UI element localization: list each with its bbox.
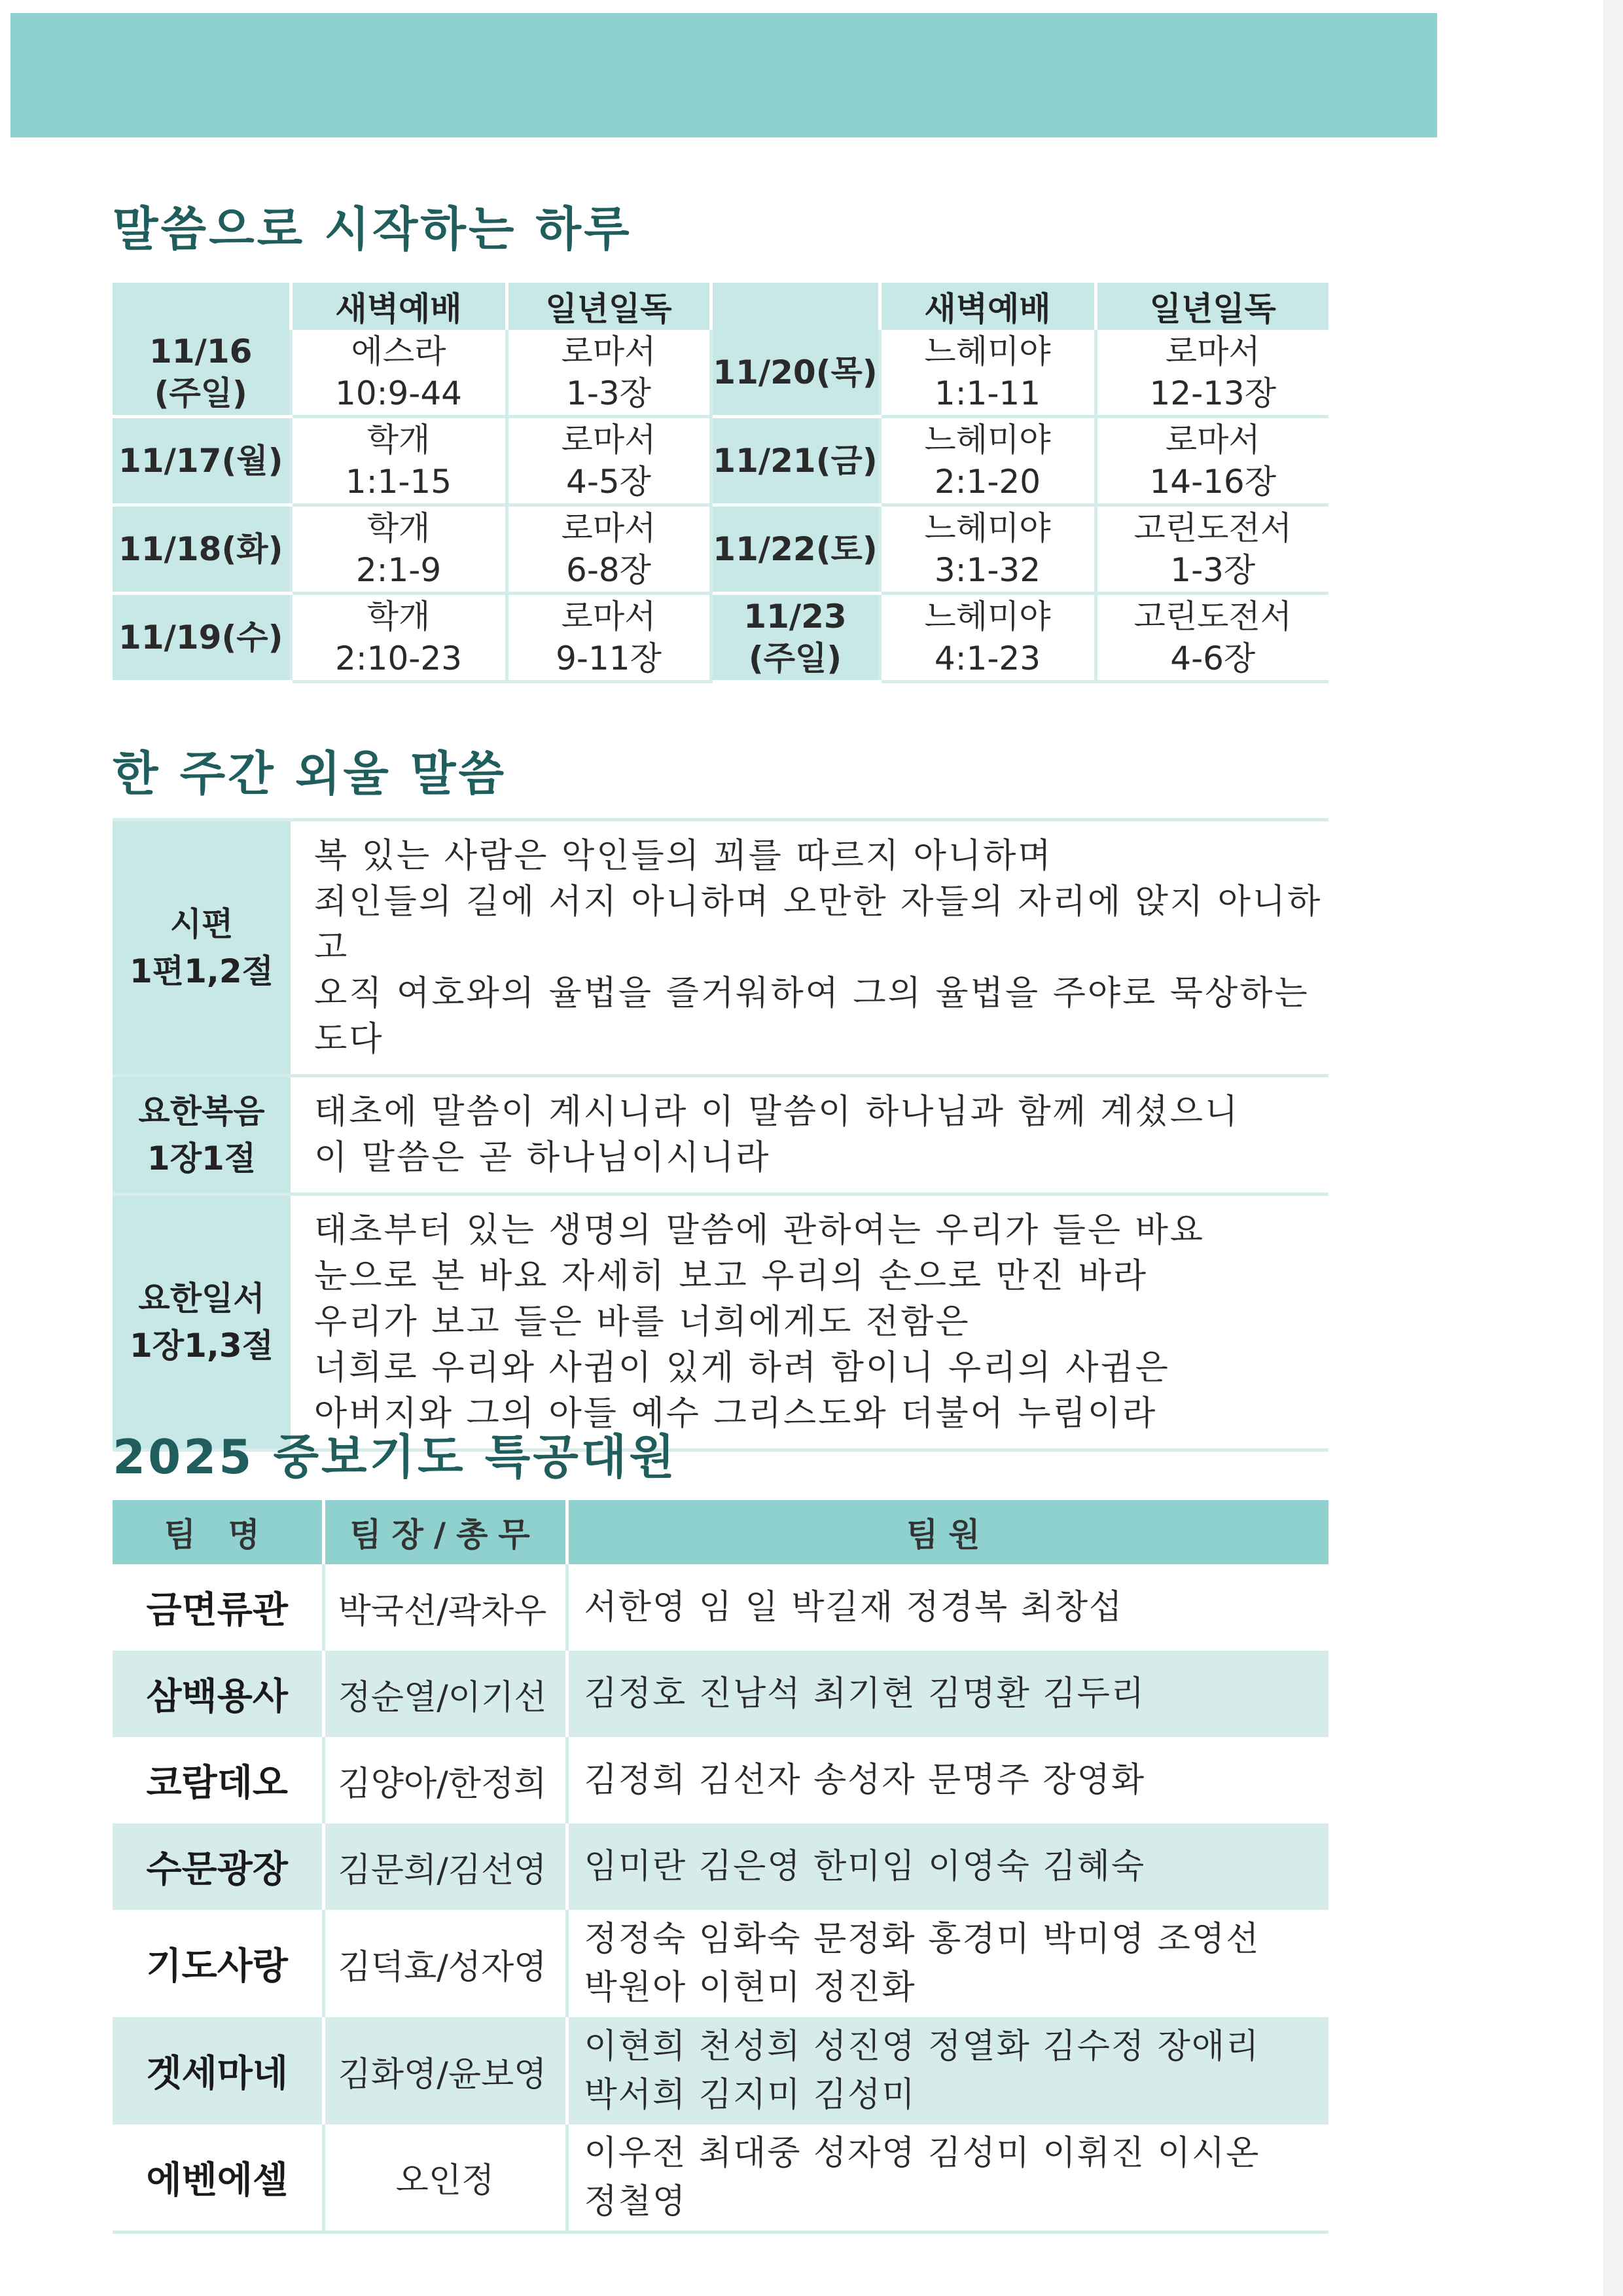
reading-header-row xyxy=(113,283,1329,330)
team-members: 서한영 임 일 박길재 정경복 최창섭 xyxy=(567,1564,1329,1651)
team-members: 정정숙 임화숙 문정화 홍경미 박미영 조영선 박원아 이현미 정진화 xyxy=(567,1910,1329,2017)
reading-dawn: 학개 2:1-9 xyxy=(291,505,507,594)
team-leader: 김양아/한정희 xyxy=(323,1737,567,1823)
reading-dawn: 느헤미야 4:1-23 xyxy=(880,594,1096,682)
verse-text: 태초에 말씀이 계시니라 이 말씀이 하나님과 함께 계셨으니 이 말씀은 곧 하나님이시니라 xyxy=(314,1092,1240,1177)
reading-section-title: 말씀으로 시작하는 하루 xyxy=(113,202,632,257)
team-members: 임미란 김은영 한미임 이영숙 김혜숙 xyxy=(567,1823,1329,1910)
reading-row xyxy=(113,594,1329,682)
reading-header-year: 일년일독 xyxy=(1096,283,1329,330)
team-leader: 박국선/곽차우 xyxy=(323,1564,567,1651)
team-header-name: 팀 명 xyxy=(113,1500,323,1564)
reading-dawn: 느헤미야 2:1-20 xyxy=(880,417,1096,505)
team-header-row xyxy=(113,1500,1329,1564)
team-members: 김정희 김선자 송성자 문명주 장영화 xyxy=(567,1737,1329,1823)
team-leader: 김화영/윤보영 xyxy=(323,2017,567,2125)
team-members: 이우전 최대중 성자영 김성미 이휘진 이시온 정철영 xyxy=(567,2125,1329,2232)
team-row xyxy=(113,2125,1329,2232)
reading-header-dawn: 새벽예배 xyxy=(880,283,1096,330)
team-row xyxy=(113,1737,1329,1823)
reading-year: 로마서 6-8장 xyxy=(507,505,711,594)
reading-header-blank xyxy=(711,283,880,330)
team-header-members: 팀원 xyxy=(567,1500,1329,1564)
reading-dawn: 느헤미야 1:1-11 xyxy=(880,330,1096,417)
team-leader: 김덕효/성자영 xyxy=(323,1910,567,2017)
reading-header-blank xyxy=(113,283,291,330)
reading-year: 고린도전서 1-3장 xyxy=(1096,505,1329,594)
header-band xyxy=(10,13,1437,137)
reading-date: 11/16 (주일) xyxy=(113,330,291,417)
reading-header-dawn: 새벽예배 xyxy=(291,283,507,330)
verse-reference: 시편 1편1,2절 xyxy=(113,821,291,1074)
reading-row xyxy=(113,417,1329,505)
verse-row xyxy=(113,1196,1329,1452)
verse-row xyxy=(113,821,1329,1077)
teams-section-title: 2025 중보기도 특공대원 xyxy=(113,1429,677,1484)
verse-text: 태초부터 있는 생명의 말씀에 관하여는 우리가 들은 바요 눈으로 본 바요 자세히 보고 우리의 손으로 만진 바라 우리가 보고 들은 바를 너희에게도 전함은 너희로 우리와 사귐이 있게 하려 함이니 우리의 사귐은 아버지와 그의 아들 예수 그리스도와 더불어 누림이라 xyxy=(314,1211,1205,1433)
reading-date: 11/23 (주일) xyxy=(711,594,880,682)
reading-date: 11/22(토) xyxy=(711,505,880,594)
reading-dawn: 에스라 10:9-44 xyxy=(291,330,507,417)
reading-dawn: 학개 1:1-15 xyxy=(291,417,507,505)
team-row xyxy=(113,2017,1329,2125)
reading-date: 11/18(화) xyxy=(113,505,291,594)
reading-schedule-table xyxy=(113,283,1329,683)
reading-row xyxy=(113,330,1329,417)
team-name: 기도사랑 xyxy=(146,1945,288,1988)
reading-year: 로마서 14-16장 xyxy=(1096,417,1329,505)
team-leader: 김문희/김선영 xyxy=(323,1823,567,1910)
reading-year: 로마서 9-11장 xyxy=(507,594,711,682)
team-name: 에벤에셀 xyxy=(113,2125,323,2232)
team-row xyxy=(113,1564,1329,1651)
team-name: 코람데오 xyxy=(146,1762,288,1804)
memory-section-title: 한 주간 외울 말씀 xyxy=(113,746,507,801)
reading-date: 11/21(금) xyxy=(711,417,880,505)
team-row xyxy=(113,1651,1329,1737)
reading-header-year: 일년일독 xyxy=(507,283,711,330)
team-name: 수문광장 xyxy=(113,1823,323,1910)
team-name: 겟세마네 xyxy=(113,2017,323,2125)
team-leader: 정순열/이기선 xyxy=(323,1651,567,1737)
team-header-leader: 팀장/총무 xyxy=(323,1500,567,1564)
verse-reference: 요한복음 1장1절 xyxy=(113,1077,291,1193)
reading-date: 11/20(목) xyxy=(711,330,880,417)
reading-dawn: 느헤미야 3:1-32 xyxy=(880,505,1096,594)
reading-dawn: 학개 2:10-23 xyxy=(291,594,507,682)
verse-reference: 요한일서 1장1,3절 xyxy=(113,1196,291,1448)
team-leader: 오인정 xyxy=(323,2125,567,2232)
team-row xyxy=(113,1823,1329,1910)
reading-year: 로마서 1-3장 xyxy=(507,330,711,417)
team-members: 김정호 진남석 최기현 김명환 김두리 xyxy=(567,1651,1329,1737)
team-name: 금면류관 xyxy=(146,1589,288,1632)
memory-verses xyxy=(113,818,1329,1452)
verse-text: 복 있는 사람은 악인들의 꾀를 따르지 아니하며 죄인들의 길에 서지 아니하며 오만한 자들의 자리에 앉지 아니하고 오직 여호와의 율법을 즐거워하여 그의 율법을 주야로 묵상하는도다 xyxy=(314,836,1323,1059)
reading-date: 11/17(월) xyxy=(113,417,291,505)
team-row xyxy=(113,1910,1329,2017)
team-members: 이현희 천성희 성진영 정열화 김수정 장애리 박서희 김지미 김성미 xyxy=(567,2017,1329,2125)
reading-date: 11/19(수) xyxy=(113,594,291,682)
prayer-team-table xyxy=(113,1500,1329,2234)
reading-year: 고린도전서 4-6장 xyxy=(1096,594,1329,682)
reading-year: 로마서 12-13장 xyxy=(1096,330,1329,417)
reading-year: 로마서 4-5장 xyxy=(507,417,711,505)
team-name: 삼백용사 xyxy=(113,1651,323,1737)
page-edge xyxy=(1603,0,1623,2296)
reading-row xyxy=(113,505,1329,594)
verse-row xyxy=(113,1077,1329,1196)
